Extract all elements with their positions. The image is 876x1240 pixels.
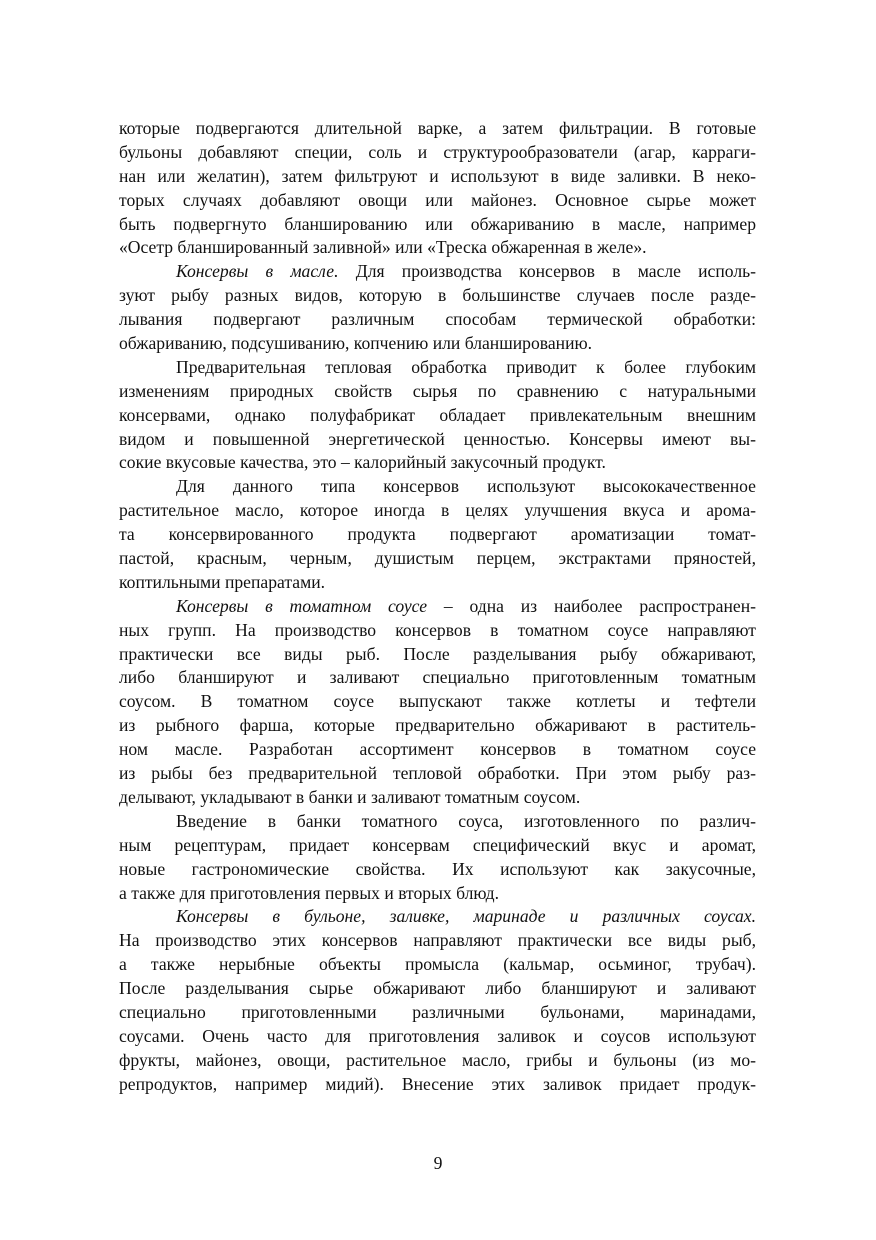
line-text: зуют рыбу разных видов, которую в большинстве случаев после разде-: [119, 285, 756, 306]
text-line: [119, 356, 756, 380]
text-line: [119, 189, 756, 213]
line-text: обжариванию, подсушиванию, копчению или бланшированию.: [119, 333, 593, 354]
text-line: [119, 858, 756, 882]
text-line: [119, 499, 756, 523]
text-line: [119, 666, 756, 690]
line-text: Для данного типа консервов используют высококачественное: [176, 476, 756, 497]
line-text: На производство этих консервов направляют практически все виды рыб,: [119, 930, 756, 951]
text-line: [119, 905, 756, 929]
text-line: [119, 523, 756, 547]
line-text: специально приготовленными различными бульонами, маринадами,: [119, 1001, 756, 1022]
line-text: После разделывания сырье обжаривают либо бланшируют и заливают: [119, 978, 756, 999]
text-line: [119, 834, 756, 858]
text-line: [119, 810, 756, 834]
text-line: [119, 308, 756, 332]
line-text: соусом. В томатном соусе выпускают также котлеты и тефтели: [119, 691, 756, 712]
text-line: [119, 882, 756, 906]
text-line: [119, 619, 756, 643]
line-text: пастой, красным, черным, душистым перцем, экстрактами пряностей,: [119, 548, 756, 569]
text-line: [119, 595, 756, 619]
line-text: из рыбного фарша, которые предварительно обжаривают в раститель-: [119, 715, 756, 736]
text-line: [119, 475, 756, 499]
text-line: [119, 547, 756, 571]
italic-heading: Консервы в масле.: [176, 261, 339, 282]
text-line: [119, 141, 756, 165]
line-text: соусами. Очень часто для приготовления заливок и соусов используют: [119, 1025, 756, 1046]
line-text: из рыбы без предварительной тепловой обработки. При этом рыбу раз-: [119, 763, 756, 784]
line-text: Предварительная тепловая обработка приводит к более глубоким: [176, 356, 756, 377]
line-text: Введение в банки томатного соуса, изготовленного по различ-: [176, 810, 756, 831]
line-text: которые подвергаются длительной варке, а затем фильтрации. В готовые: [119, 118, 756, 138]
text-line: [119, 332, 756, 356]
line-text: а также нерыбные объекты промысла (кальмар, осьминог, трубач).: [119, 954, 756, 975]
line-text: коптильными препаратами.: [119, 571, 326, 592]
line-text: сокие вкусовые качества, это – калорийный закусочный продукт.: [119, 452, 606, 473]
text-line: [119, 236, 756, 260]
text-line: [119, 762, 756, 786]
text-line: [119, 1049, 756, 1073]
text-line: [119, 690, 756, 714]
italic-heading: Консервы в бульоне, заливке, маринаде и различных соусах.: [176, 906, 756, 927]
body-text: [119, 117, 756, 1097]
text-line: [119, 404, 756, 428]
line-text: Для производства консервов в масле исполь-: [338, 261, 756, 282]
line-text: а также для приготовления первых и вторых блюд.: [119, 882, 500, 903]
line-text: ным рецептурам, придает консервам специфический вкус и аромат,: [119, 834, 756, 855]
page-number: 9: [433, 1153, 443, 1173]
text-line: [119, 714, 756, 738]
text-line: [119, 213, 756, 237]
text-line: [119, 260, 756, 284]
line-text: репродуктов, например мидий). Внесение этих заливок придает продук-: [119, 1073, 756, 1094]
line-text: видом и повышенной энергетической ценностью. Консервы имеют вы-: [119, 428, 756, 449]
text-line: [119, 284, 756, 308]
line-text: делывают, укладывают в банки и заливают томатным соусом.: [119, 786, 581, 807]
text-line: [119, 953, 756, 977]
text-line: [119, 1025, 756, 1049]
line-text: нан или желатин), затем фильтруют и используют в виде заливки. В неко-: [119, 165, 756, 186]
text-line: [119, 571, 756, 595]
line-text: «Осетр бланшированный заливной» или «Треска обжаренная в желе».: [119, 237, 647, 258]
text-line: [119, 117, 756, 141]
text-line: [119, 1001, 756, 1025]
line-text: ных групп. На производство консервов в томатном соусе направляют: [119, 619, 756, 640]
line-text: ном масле. Разработан ассортимент консервов в томатном соусе: [119, 739, 756, 760]
text-line: [119, 428, 756, 452]
text-line: [119, 451, 756, 475]
line-text: та консервированного продукта подвергают ароматизации томат-: [119, 524, 756, 545]
text-line: [119, 1073, 756, 1097]
line-text: лывания подвергают различным способам термической обработки:: [119, 309, 756, 330]
line-text: новые гастрономические свойства. Их используют как закусочные,: [119, 858, 756, 879]
line-text: консервами, однако полуфабрикат обладает привлекательным внешним: [119, 404, 756, 425]
line-text: изменениям природных свойств сырья по сравнению с натуральными: [119, 380, 756, 401]
line-text: бульоны добавляют специи, соль и структурообразователи (агар, карраги-: [119, 141, 756, 162]
text-line: [119, 786, 756, 810]
italic-heading: Консервы в томатном соусе: [176, 595, 428, 616]
line-text: практически все виды рыб. После разделывания рыбу обжаривают,: [119, 643, 756, 664]
text-line: [119, 977, 756, 1001]
text-line: [119, 738, 756, 762]
text-line: [119, 643, 756, 667]
text-line: [119, 380, 756, 404]
text-line: [119, 929, 756, 953]
line-text: растительное масло, которое иногда в целях улучшения вкуса и арома-: [119, 500, 756, 521]
line-text: быть подвергнуто бланшированию или обжариванию в масле, например: [119, 213, 756, 234]
line-text: торых случаях добавляют овощи или майонез. Основное сырье может: [119, 189, 756, 210]
line-text: – одна из наиболее распространен-: [427, 595, 756, 616]
line-text: фрукты, майонез, овощи, растительное масло, грибы и бульоны (из мо-: [119, 1049, 756, 1070]
text-line: [119, 165, 756, 189]
line-text: либо бланшируют и заливают специально приготовленным томатным: [119, 667, 756, 688]
